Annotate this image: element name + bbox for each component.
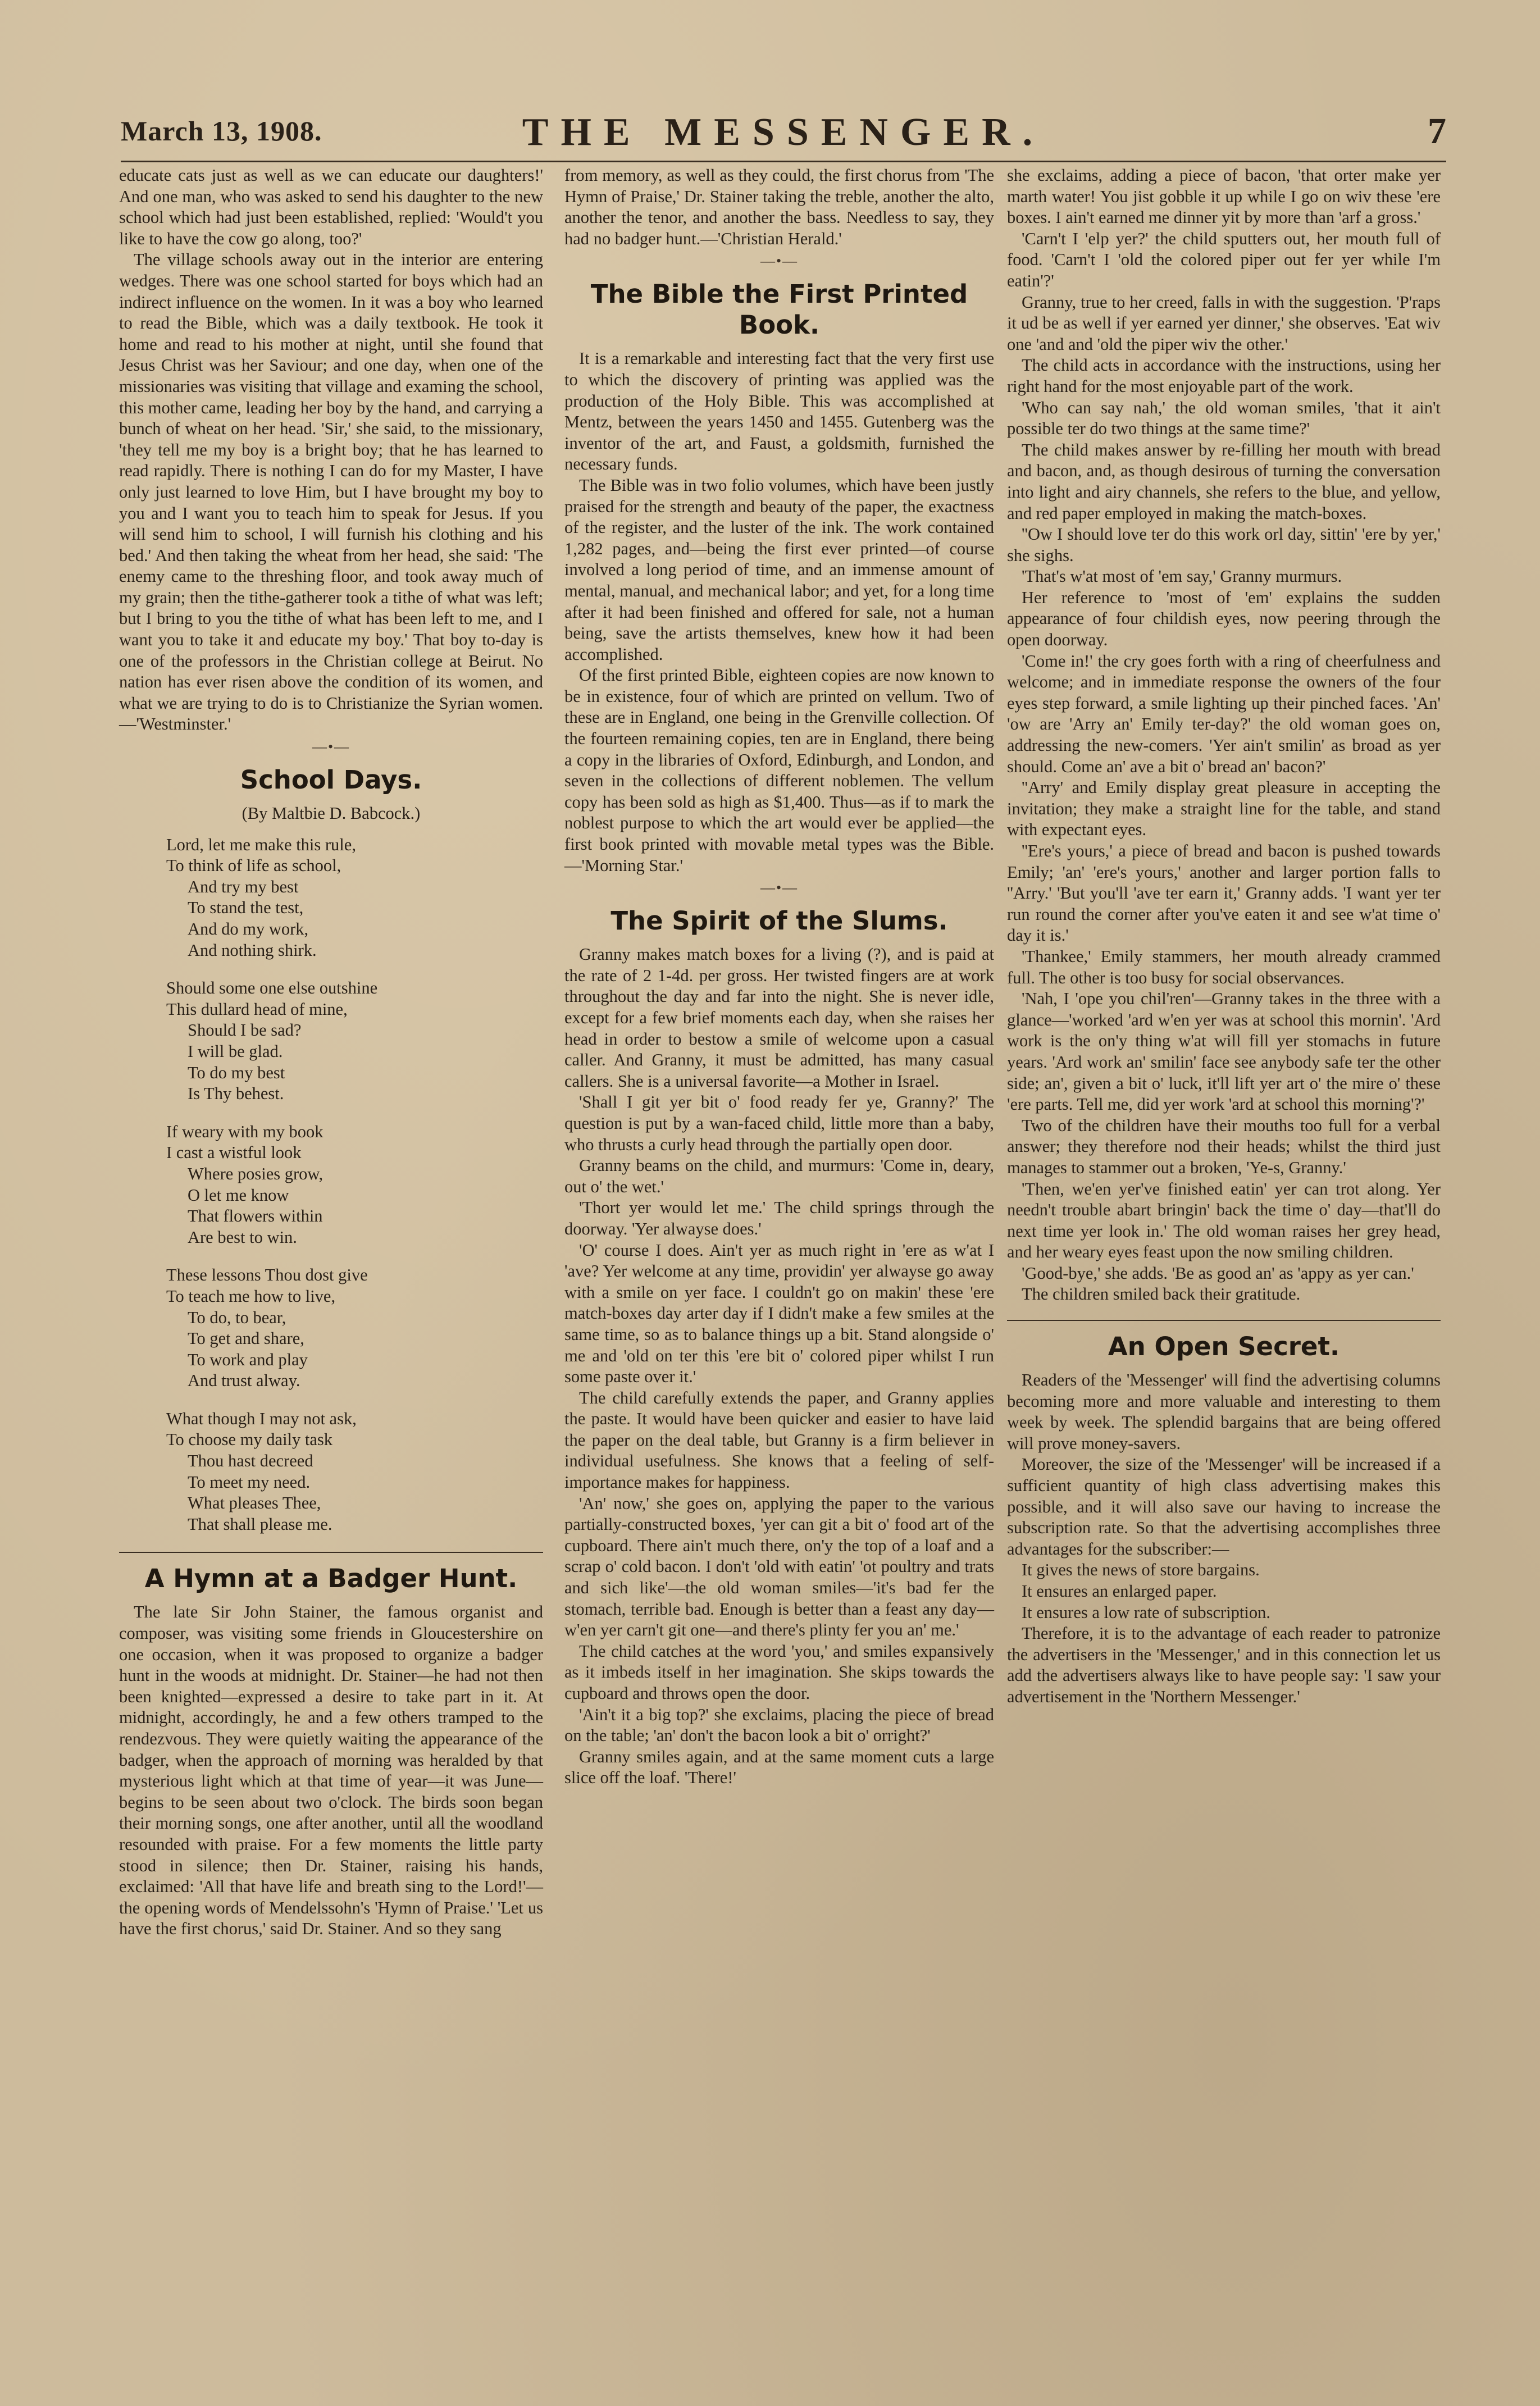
article-paragraph: Her reference to 'most of 'em' explains the sudden appearance of four childish eyes, now peering through the open doorway. (1007, 587, 1441, 650)
article-paragraph: It is a remarkable and interesting fact that the very first use to which the discovery of printing was applied was the production of the Holy Bible. This was accomplished at Mentz, between the years 1450 and 1455. Gutenberg was the inventor of the art, and Faust, a goldsmith, furnished the necessary funds. (564, 349, 994, 474)
poem-line: And trust alway. (188, 1371, 300, 1391)
article-paragraph: Of the first printed Bible, eighteen copies are now known to be in existence, four of which are printed on vellum. Two of these are in England, one being in the Grenville collection. Of the fourteen remaining copies, ten are in England, there being a copy in the libraries of Oxford, Edinburgh, and London, and seven in the collections of different noblemen. The vellum copy has been sold as high as $1,400. Thus—as if to mark the noblest purpose to which the art would ever be applied—the first book printed with movable metal types was the Bible.—'Morning Star.' (564, 666, 994, 875)
poem-line: To meet my need. (188, 1472, 311, 1492)
article-paragraph: The children smiled back their gratitude. (1022, 1284, 1301, 1304)
poem-line: To get and share, (188, 1329, 304, 1348)
article-paragraph: 'That's w'at most of 'em say,' Granny murmurs. (1022, 567, 1342, 586)
poem-byline: (By Maltbie D. Babcock.) (242, 804, 421, 823)
poem-line: Are best to win. (188, 1227, 297, 1247)
poem-line: What pleases Thee, (188, 1493, 321, 1513)
poem-line: To stand the test, (188, 898, 304, 918)
poem-line: O let me know (188, 1185, 289, 1205)
poem-line: And do my work, (188, 919, 309, 938)
article-paragraph: ''Ere's yours,' a piece of bread and bacon is pushed towards Emily; 'an' 'ere's yours,' another and larger portion falls to ''Arry.' 'But you'll 'ave ter earn it,' Granny adds. 'I want yer ter run round the corner after you've eaten it and see w'at time o' day it is.' (1007, 841, 1441, 945)
poem-school-days (166, 835, 543, 1535)
article-paragraph: educate cats just as well as we can educate our daughters!' And one man, who was asked to send his daughter to the new school which had just been established, replied: 'Would't you like to have the cow go along, too?' (119, 166, 543, 248)
poem-line: To think of life as school, (166, 856, 341, 876)
poem-line: And try my best (188, 877, 299, 896)
article-paragraph: The child makes answer by re-filling her mouth with bread and bacon, and, as though desirous of turning the conversation into light and airy channels, she refers to the blue, and yellow, and red paper employed in making the match-boxes. (1007, 440, 1441, 523)
article-paragraph: The Bible was in two folio volumes, which have been justly praised for the strength and beauty of the paper, the exactness of the register, and the luster of the ink. The work contained 1,282 pages, and—being the first ever printed—of course involved a long period of time, and an immense amount of mental, manual, and mechanical labor; and yet, for a long time after it had been finished and offered for sale, not a human being, save the artists themselves, knew how it had been accomplished. (564, 475, 994, 664)
article-paragraph: ''Ow I should love ter do this work orl day, sittin' 'ere by yer,' she sighs. (1007, 525, 1441, 565)
article-paragraph: 'Come in!' the cry goes forth with a ring of cheerfulness and welcome; and in immediate response the owners of the four eyes step forward, a smile lighting up their pinched faces. 'An' 'ow are 'Arry an' Emily ter-day?' the old woman goes on, addressing the new-comers. 'Yer ain't smilin' as broad as yer should. Come an' ave a bit o' bread an' bacon?' (1007, 651, 1441, 776)
article-paragraph: Therefore, it is to the advantage of each reader to patronize the advertisers in the 'Messenger,' and in this connection let us add the advertisers always like to have people say: 'I saw your advertisement in the 'Northern Messenger.' (1007, 1624, 1441, 1706)
heading-school-days: School Days. (240, 765, 422, 795)
page-header (121, 110, 1446, 162)
masthead-title: THE MESSENGER. (522, 111, 1045, 154)
article-paragraph: It gives the news of store bargains. (1022, 1560, 1260, 1580)
article-paragraph: 'Thort yer would let me.' The child springs through the doorway. 'Yer alwayse does.' (564, 1198, 994, 1238)
poem-line: Where posies grow, (188, 1164, 324, 1183)
poem-stanza (166, 1265, 543, 1392)
article-paragraph: The child catches at the word 'you,' and smiles expansively as it imbeds itself in her imagination. She skips towards the cupboard and throws open the door. (564, 1641, 994, 1703)
article-paragraph: It ensures an enlarged paper. (1022, 1582, 1217, 1601)
section-rule (1007, 1320, 1441, 1321)
heading-open-secret: An Open Secret. (1108, 1332, 1340, 1362)
poem-line: Lord, let me make this rule, (166, 835, 356, 854)
heading-bible-first-printed: The Bible the First Printed Book. (590, 279, 968, 340)
article-paragraph: 'Shall I git yer bit o' food ready fer ye, Granny?' The question is put by a wan-faced child, little more than a baby, who thrusts a curly head through the partially open door. (564, 1092, 994, 1154)
poem-line: If weary with my book (166, 1122, 324, 1141)
article-paragraph: Granny makes match boxes for a living (?), and is paid at the rate of 2 1-4d. per gross. Her twisted fingers are at work throughout the day and far into the night. She is never idle, except for a few brief moments each day, when she raises her head in order to bestow a smile of welcome upon a casual caller. And Granny, it must be admitted, has many casual callers. She is a universal favorite—a Mother in Israel. (564, 945, 994, 1091)
article-paragraph: The child acts in accordance with the instructions, using her right hand for the most enjoyable part of the work. (1007, 356, 1441, 396)
article-paragraph: 'Thankee,' Emily stammers, her mouth already crammed full. The other is too busy for social observances. (1007, 946, 1441, 987)
section-divider: —•— (760, 253, 799, 270)
poem-line: Should I be sad? (188, 1020, 302, 1040)
article-paragraph: 'Carn't I 'elp yer?' the child sputters out, her mouth full of food. 'Carn't I 'old the colored piper out fer yer while I'm eatin'?' (1007, 229, 1441, 290)
poem-line: This dullard head of mine, (166, 999, 348, 1019)
article-paragraph: Granny smiles again, and at the same moment cuts a large slice off the loaf. 'There!' (564, 1747, 994, 1788)
article-paragraph: 'Good-bye,' she adds. 'Be as good an' as 'appy as yer can.' (1022, 1263, 1414, 1283)
article-paragraph: Readers of the 'Messenger' will find the advertising columns becoming more and more valuable and interesting to them week by week. The splendid bargains that are being offered will prove money-savers. (1007, 1370, 1441, 1453)
poem-line: To teach me how to live, (166, 1286, 336, 1306)
section-divider: —•— (760, 880, 799, 896)
issue-date: March 13, 1908. (121, 115, 322, 147)
article-paragraph: from memory, as well as they could, the first chorus from 'The Hymn of Praise,' Dr. Stainer taking the treble, another the alto, another the tenor, and another the bass. Needless to say, they had no badger hunt.—'Christian Herald.' (564, 166, 994, 248)
article-paragraph: Two of the children have their mouths too full for a verbal answer; they therefore nod their heads; whilst the third just manages to stammer out a broken, 'Ye-s, Granny.' (1007, 1115, 1441, 1177)
column-2 (564, 165, 994, 1789)
poem-line: I will be glad. (188, 1041, 283, 1061)
poem-line: And nothing shirk. (188, 940, 317, 960)
article-paragraph: 'Who can say nah,' the old woman smiles, 'that it ain't possible ter do two things at the same time?' (1007, 398, 1441, 439)
section-divider: —•— (312, 739, 350, 755)
article-paragraph: The child carefully extends the paper, and Granny applies the paste. It would have been quicker and easier to have laid the paper on the deal table, but Granny is a firm believer in individual usefulness. She knows that a feeling of self-importance makes for happiness. (564, 1388, 994, 1492)
article-paragraph: Granny beams on the child, and murmurs: 'Come in, deary, out o' the wet.' (564, 1156, 994, 1196)
article-paragraph: ''Arry' and Emily display great pleasure in accepting the invitation; they make a straight line for the table, and stand with expectant eyes. (1007, 778, 1441, 840)
article-paragraph: 'Ain't it a big top?' she exclaims, placing the piece of bread on the table; 'an' don't the bacon look a bit o' orright?' (564, 1705, 994, 1746)
page-number: 7 (1428, 111, 1446, 152)
article-paragraph: Moreover, the size of the 'Messenger' will be increased if a sufficient quantity of high class advertising makes this possible, and it will also save our having to increase the subscription rate. So that the advertising accomplishes three advantages for the subscriber:— (1007, 1455, 1441, 1559)
poem-line: To work and play (188, 1350, 308, 1369)
poem-line: To do, to bear, (188, 1307, 286, 1327)
article-paragraph: The village schools away out in the interior are entering wedges. There was one school started for boys which had an indirect influence on the women. In it was a boy who learned to read the Bible, which was a daily textbook. He took it home and read to his mother at night, until she found that Jesus Christ was her Saviour; and one day, when one of the missionaries was visiting that village and examing the school, this mother came, leading her boy by the hand, and carrying a bunch of wheat on her head. 'Sir,' she said, to the missionary, 'they tell me my boy is a bright boy; that he has learned to read rapidly. There is nothing I can do for my Master, I have only just learned to love Him, but I have brought my boy to you and I want you to teach him to speak for Jesus. If you will send him to school, I will furnish his clothing and his bed.' And then taking the wheat from her head, she said: 'The enemy came to the threshing floor, and took away much of my grain; then the tithe-gatherer took a tithe of what was left; but I bring to you the tithe of what has been left to me, and I want you to take it and educate my boy.' That boy to-day is one of the professors in the Christian college at Beirut. No nation has ever risen above the condition of its women, and what we are trying to do is to Christianize the Syrian women.—'Westminster.' (119, 250, 543, 734)
poem-line: What though I may not ask, (166, 1409, 357, 1428)
poem-line: That flowers within (188, 1206, 323, 1226)
heading-spirit-of-slums: The Spirit of the Slums. (610, 906, 948, 936)
poem-line: I cast a wistful look (166, 1143, 302, 1163)
poem-stanza (166, 1122, 543, 1248)
poem-line: Should some one else outshine (166, 978, 378, 998)
column-3 (1007, 165, 1441, 1708)
poem-line: These lessons Thou dost give (166, 1265, 368, 1285)
poem-stanza (166, 835, 543, 962)
article-paragraph: 'An' now,' she goes on, applying the paper to the various partially-constructed boxes, 'yer can git a bit o' food art of the cupboard. There ain't much there, on'y the top of a loaf and a scrap o' cold bacon. I don't 'old with eatin' 'ot poultry and trats and sich like'—the old woman smiles—'it's bad fer the stomach, terrible bad. Enough is better than a feast any day—w'en yer carn't git one—and there's plinty fer you an' me.' (564, 1493, 994, 1640)
poem-stanza (166, 1409, 543, 1535)
column-1 (119, 165, 543, 1940)
poem-line: Is Thy behest. (188, 1084, 284, 1104)
article-paragraph: 'Nah, I 'ope you chil'ren'—Granny takes in the three with a glance—'worked 'ard w'en yer was at school this mornin'. 'Ard work is the on'y thing w'at will fill yer stomachs in future years. 'Ard work an' smilin' face see anybody safe ter the other side; an', given a bit o' luck, it'll lift yer art o' the mire o' these 'ere parts. Tell me, did yer work 'ard at school this morning'?' (1007, 989, 1441, 1114)
poem-line: That shall please me. (188, 1514, 332, 1534)
article-paragraph: It ensures a low rate of subscription. (1022, 1602, 1270, 1622)
poem-stanza (166, 978, 543, 1105)
poem-line: To choose my daily task (166, 1430, 333, 1450)
heading-badger-hunt: A Hymn at a Badger Hunt. (144, 1564, 518, 1594)
poem-line: To do my best (188, 1063, 285, 1082)
article-paragraph: The late Sir John Stainer, the famous organist and composer, was visiting some friends in Gloucestershire on one occasion, when it was proposed to organize a badger hunt in the woods at midnight. Dr. Stainer—he had not then been knighted—expressed a desire to take part in it. At midnight, accordingly, he and a few others tramped to the rendezvous. They were quietly waiting the appearance of the badger, when the approach of morning was heralded by that mysterious light which at that time of year—it was June—begins to be seen about two o'clock. The birds soon began their morning songs, one after another, until all the woodland resounded with praise. For a few moments the little party stood in silence; then Dr. Stainer, raising his hands, exclaimed: 'All that have life and breath sing to the Lord!'—the opening words of Mendelssohn's 'Hymn of Praise.' 'Let us have the first chorus,' said Dr. Stainer. And so they sang (119, 1602, 543, 1939)
article-paragraph: she exclaims, adding a piece of bacon, 'that orter make yer marth water! You jist gobble it up while I go on wiv these 'ere boxes. I ain't earned me dinner yit by more than 'arf a gross.' (1007, 166, 1441, 227)
poem-line: Thou hast decreed (188, 1451, 313, 1471)
article-paragraph: 'Then, we'en yer've finished eatin' yer can trot along. Yer needn't trouble abart bringin' back the time o' day—that'll do next time yer look in.' The old woman raises her grey head, and her weary eyes feast upon the now smiling children. (1007, 1179, 1441, 1262)
section-rule (119, 1552, 543, 1553)
article-paragraph: 'O' course I does. Ain't yer as much right in 'ere as w'at I 'ave? Yer welcome at any time, providin' yer alwayse go away with a smile on yer face. I couldn't go on makin' these 'ere match-boxes day arter day if I didn't make a few smiles at the same time, so as to balance things up a bit. Stand alongside o' me and 'old on ter this 'ere bit o' colored piper whilst I run some paste over it.' (564, 1240, 994, 1387)
article-paragraph: Granny, true to her creed, falls in with the suggestion. 'P'raps it ud be as well if yer earned yer dinner,' she observes. 'Eat wiv one 'and and 'old the piper wiv the other.' (1007, 292, 1441, 354)
